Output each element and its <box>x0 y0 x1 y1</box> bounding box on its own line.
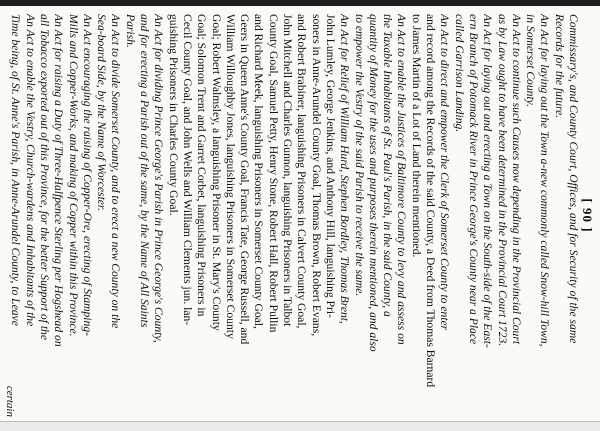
text-line: Records for the future. <box>552 14 566 119</box>
text-line: in Somerset County. <box>524 14 538 108</box>
body-text <box>8 14 580 415</box>
text-line: all Tobacco exported out of this Province, for the better Support of the <box>38 14 52 340</box>
text-line: County Goal, Samuel Petty, Henry Stone, Robert Hall, Robert Pullin <box>266 14 280 333</box>
text-line: John Mitchell and Charles Gunnon, languishing Prisoners in Talbot <box>281 14 295 327</box>
text-line: An Act for laying out and erecting a Town on the South-side of the East- <box>481 14 495 348</box>
text-line: ern Branch of Potomack River in Prince George's County near a Place <box>466 14 480 345</box>
text-line: An Act encouraging the raising of Copper-Ore, erecting of Stamping- <box>80 14 94 336</box>
text-line: William Willoughby Jones, languishing Prisoners in Somerset County <box>223 14 237 339</box>
text-line: Geers in Queen Anne's County Goal, Francis Tate, George Russell, and <box>238 14 252 345</box>
text-line: Commissary's, and County Court, Offices, and for Security of the same <box>567 14 580 344</box>
scan-edge <box>0 0 600 6</box>
text-line: guishing Prisoners in Charles County Goal. <box>166 14 180 216</box>
page-number: [ 90 ] <box>580 198 595 233</box>
text-line: An Act to direct and empower the Clerk of Somerset County to enter <box>438 14 452 331</box>
text-line: and Richard Meek, languishing Prisoners in Somerset County Goal, <box>252 14 266 329</box>
text-line: An Act to continue such Causes now depending in the Provincial Court <box>509 14 523 345</box>
text-line: as by Law ought to have been determined in the Provincial Court 1723. <box>495 14 509 347</box>
text-line: to James Martin of a Lot of Land therein mentioned. <box>409 14 423 258</box>
text-line: to empower the Vestry of the said Parish to receive the same. <box>352 14 366 297</box>
text-line: Mills and Copper-Works, and making of Copper within this Province. <box>66 14 80 337</box>
page-binding-edge <box>0 421 600 431</box>
text-line: Parish. <box>123 14 137 48</box>
catchword: certain <box>4 385 16 417</box>
page-header <box>578 14 596 417</box>
text-line: quantity of Money for the uses and purposes therein mentioned, and also <box>366 14 380 352</box>
text-line: An Act to enable the Justices of Baltimore County to levy and assess on <box>395 14 409 345</box>
text-line: called Garrison Landing. <box>452 14 466 133</box>
text-line: John Lumley, George Jenkins, and Anthony Hill, languishing Pri- <box>323 14 337 318</box>
text-line: and record among the Records of the said County, a Deed from Thomas Barnard <box>424 14 438 388</box>
text-line: An Act to enable the Vestry, Church-wardens and Inhabitants of the <box>23 14 37 327</box>
text-line: Cecil County Goal, and John Wells and William Clements jun. lan- <box>180 14 194 326</box>
text-line: and for erecting a Parish out of the same, by the Name of All Saints <box>138 14 152 328</box>
text-line: Time being, of St. Anne's Parish, in Anne-Arundel County, to Leave <box>9 14 23 326</box>
text-line: the Taxable Inhabitants of St. Paul's Parish, in the said County, a <box>381 14 395 317</box>
text-line: and Robert Brabiner, languishing Prisoners in Calvert County Goal, <box>295 14 309 329</box>
text-line: An Act for dividing Prince George's Parish in Prince George's County, <box>152 14 166 343</box>
text-line: Sea-board Side, by the Name of Worcester. <box>95 14 109 212</box>
text-line: An Act for raising a Duty of Three-Halfpence Sterling per Hogshead on <box>52 14 66 347</box>
text-line: Goal; Solomon Trent and Garret Corbet, languishing Prisoners in <box>195 14 209 317</box>
text-line: Goal; Robert Walmsley, a languishing Prisoner in St. Mary's County <box>209 14 223 331</box>
text-line: An Act to divide Somerset County, and to erect a new County on the <box>109 14 123 329</box>
text-line: An Act for Relief of William Hurd, Stephen Bordley, Thomas Brent, <box>338 14 352 324</box>
text-line: soners in Anne-Arundel County Goal, Thomas Brown, Robert Evans, <box>309 14 323 337</box>
text-line: An Act for laying out the Town a-new commonly called Snow-hill Town, <box>538 14 552 347</box>
